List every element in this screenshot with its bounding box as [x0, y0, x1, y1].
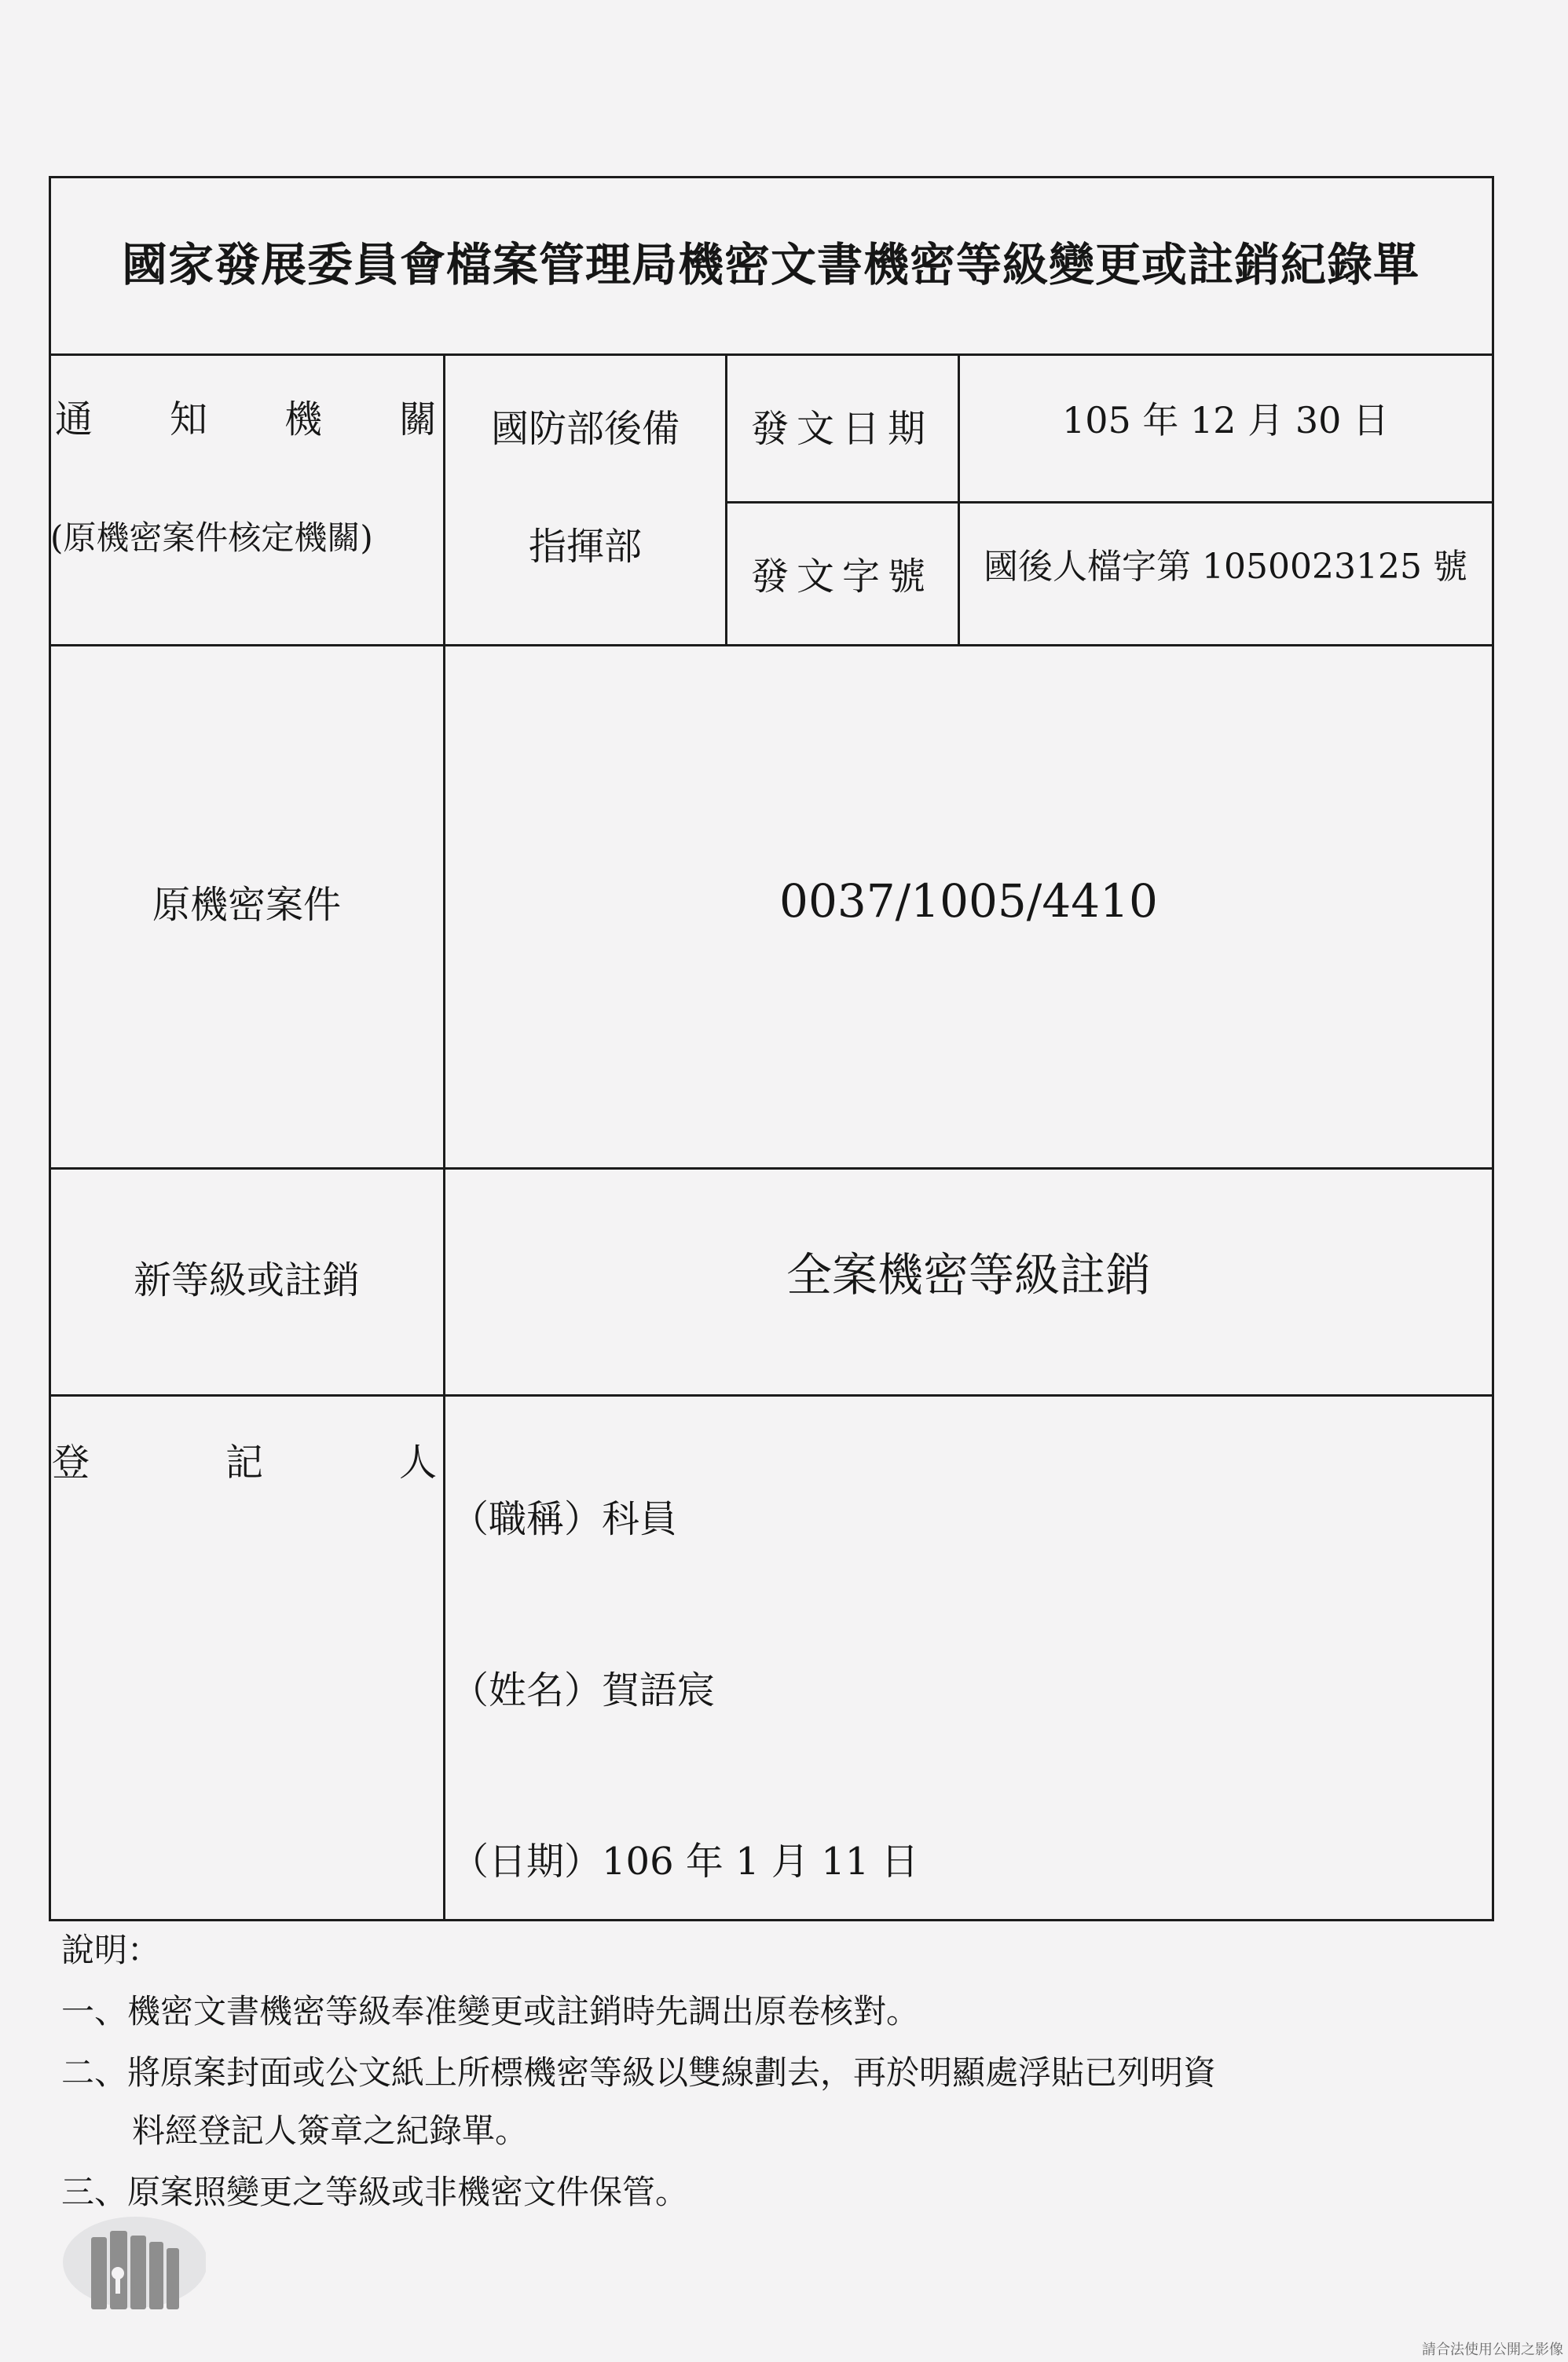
col-divider-issue — [958, 353, 960, 644]
notify-agency-value-line2: 指揮部 — [528, 525, 642, 569]
table-border-bottom — [49, 1919, 1494, 1921]
issue-date-label: 發文日期 — [750, 407, 933, 451]
archive-books-logo-icon — [57, 2207, 206, 2325]
table-border-top — [49, 176, 1494, 178]
notify-agency-sub-label: (原機密案件核定機關) — [50, 518, 373, 557]
new-level-label: 新等級或註銷 — [133, 1258, 360, 1302]
row-divider-title — [49, 353, 1494, 356]
notify-agency-label — [55, 397, 437, 441]
original-case-value: 0037/1005/4410 — [779, 874, 1158, 928]
table-border-left — [49, 176, 51, 1921]
notes-item-2-line-2: 料經登記人簽章之紀錄單。 — [132, 2111, 529, 2150]
row-divider-level — [49, 1394, 1494, 1397]
notify-agency-value-line1: 國防部後備 — [490, 407, 680, 451]
notes-item-2-line-1: 二、將原案封面或公文紙上所標機密等級以雙線劃去，再於明顯處浮貼已列明資 — [61, 2053, 1217, 2092]
issue-date-value: 105 年 12 月 30 日 — [1062, 399, 1389, 441]
original-case-label: 原機密案件 — [152, 883, 341, 927]
issue-number-label: 發文字號 — [750, 555, 933, 599]
registrar-date: （日期）106 年 1 月 11 日 — [451, 1840, 919, 1884]
new-level-value: 全案機密等級註銷 — [786, 1248, 1151, 1302]
row-divider-issue — [725, 501, 1494, 504]
registrar-label-text: 登 記 人 — [52, 1441, 437, 1485]
registrar-title: （職稱）科員 — [451, 1497, 678, 1541]
registrar-name: （姓名）賀語宸 — [451, 1668, 716, 1712]
notify-agency-label-text: 通 知 機 關 — [55, 397, 437, 441]
col-divider-label — [443, 353, 445, 1921]
notes-heading: 說明： — [61, 1931, 161, 1969]
notes-item-3: 三、原案照變更之等級或非機密文件保管。 — [61, 2173, 689, 2211]
footer-watermark: 請合法使用公開之影像 — [1422, 2342, 1563, 2358]
notes-item-1: 一、機密文書機密等級奉准變更或註銷時先調出原卷核對。 — [61, 1992, 920, 2031]
col-divider-agency — [725, 353, 727, 644]
issue-number-value: 國後人檔字第 1050023125 號 — [984, 547, 1467, 587]
row-divider-case — [49, 1167, 1494, 1170]
registrar-label — [52, 1441, 437, 1485]
table-border-right — [1492, 176, 1494, 1921]
row-divider-notify — [49, 644, 1494, 646]
form-title: 國家發展委員會檔案管理局機密文書機密等級變更或註銷紀錄單 — [121, 238, 1420, 291]
